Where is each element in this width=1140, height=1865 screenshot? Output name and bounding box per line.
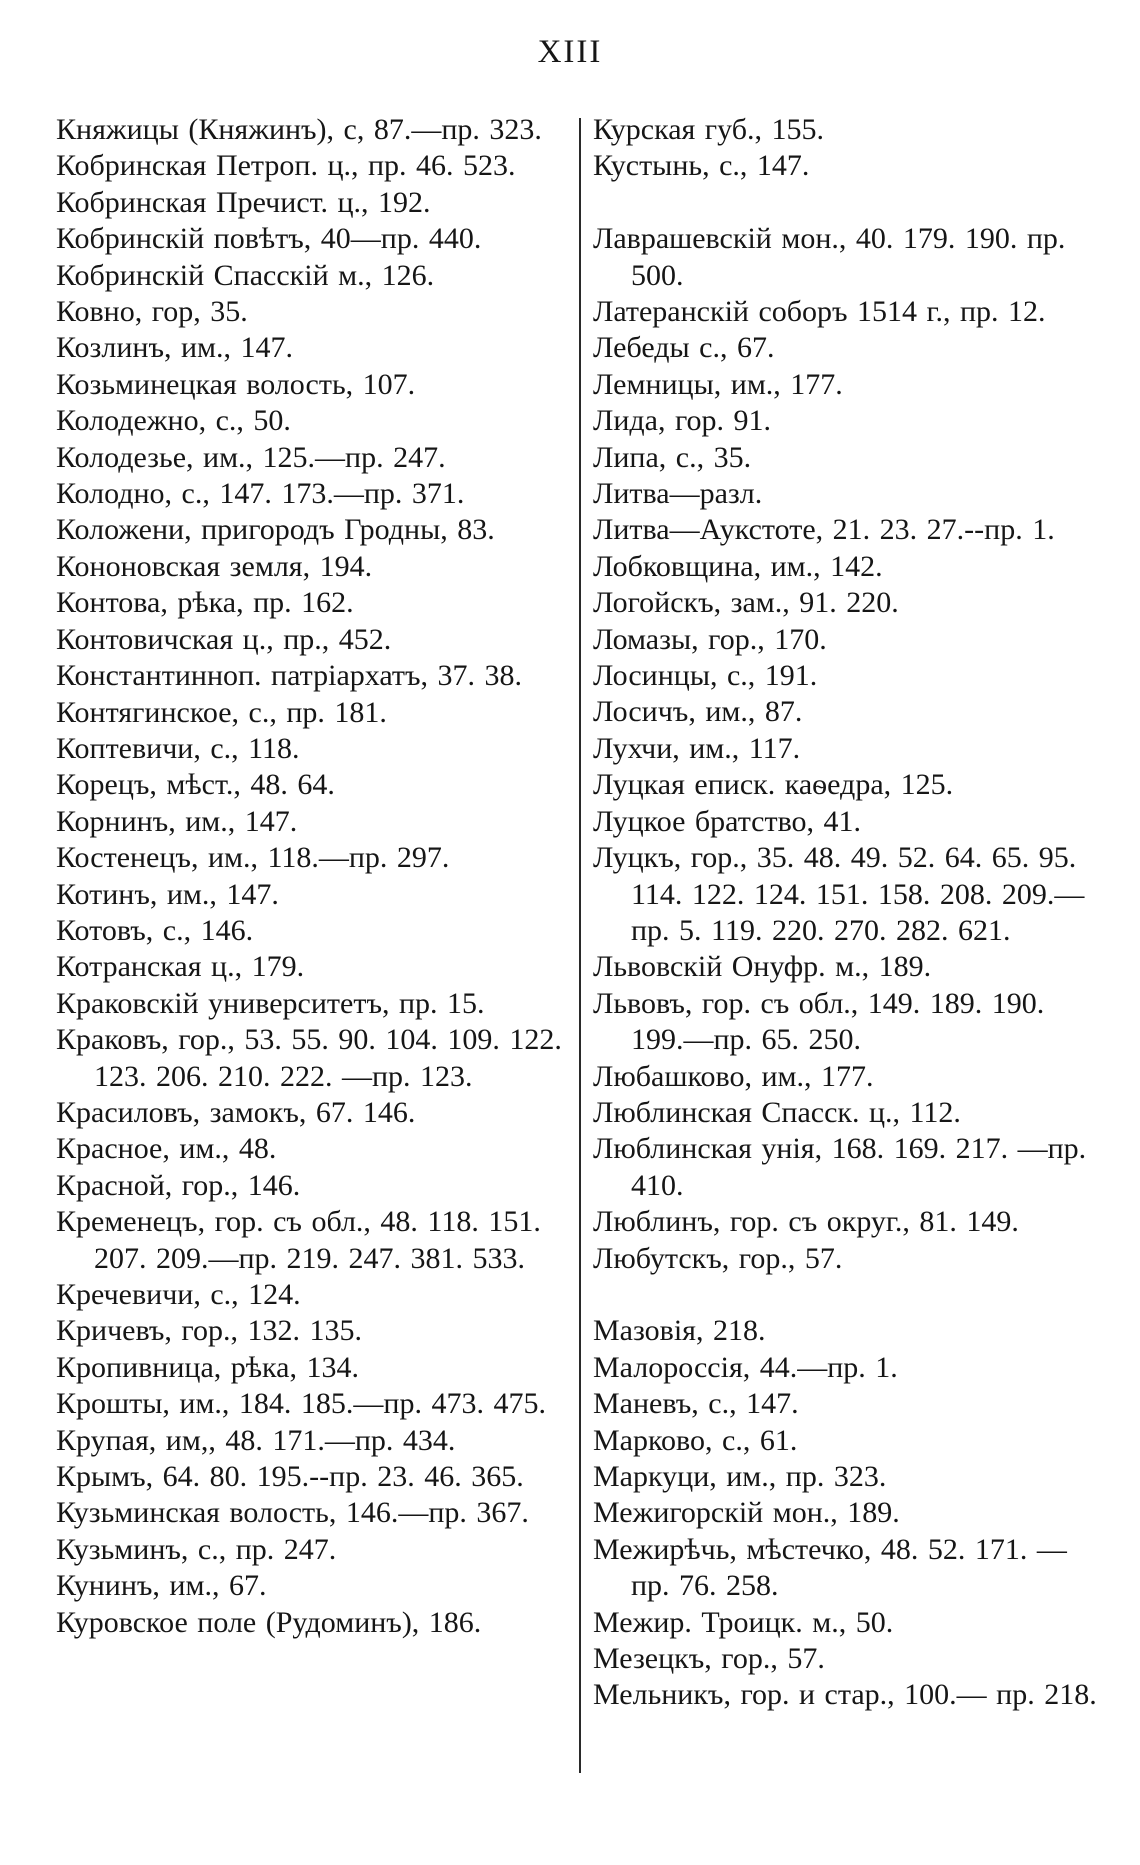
index-entry: Лухчи, им., 117. [593, 731, 801, 765]
index-entry: Княжицы (Княжинъ), с, 87.—пр. 323. [56, 113, 542, 146]
index-column-left [56, 112, 566, 1641]
index-entry: Любашково, им., 177. [593, 1059, 874, 1093]
index-entry: Луцкъ, гор., 35. 48. 49. 52. 64. 65. 95. 114. 122. 124. 151. 158. 208. 209.—пр. 5. 119. 220. 270. 282. 621. [593, 841, 1085, 947]
index-entry: Козьминецкая волость, 107. [56, 367, 416, 401]
index-entry: Корецъ, мѣст., 48. 64. [56, 768, 335, 802]
index-column-right [593, 112, 1105, 1714]
index-entry: Крошты, им., 184. 185.—пр. 473. 475. [56, 1387, 546, 1421]
index-entry: Кустынь, с., 147. [593, 149, 810, 183]
index-entry: Кобринскій Спасскій м., 126. [56, 258, 435, 292]
index-entry: Красное, им., 48. [56, 1132, 277, 1166]
index-entry: Логойскъ, зам., 91. 220. [593, 586, 899, 620]
index-entry: Колодно, с., 147. 173.—пр. 371. [56, 477, 465, 511]
index-entry: Львовскій Онуфр. м., 189. [593, 950, 932, 984]
index-entry: Кобринскій повѣтъ, 40—пр. 440. [56, 222, 482, 256]
index-entry: Малороссія, 44.—пр. 1. [593, 1350, 898, 1384]
index-entry: Литва—разл. [593, 477, 763, 511]
index-entry: Кузьминская волость, 146.—пр. 367. [56, 1496, 529, 1530]
index-entry: Краковскій университетъ, пр. 15. [56, 986, 485, 1020]
index-entry: Межир. Троицк. м., 50. [593, 1605, 894, 1639]
index-entry: Колодежно, с., 50. [56, 404, 291, 438]
index-entry: Люблинская Спасск. ц., 112. [593, 1095, 961, 1129]
index-entry: Константинноп. патріархатъ, 37. 38. [56, 659, 523, 693]
index-entry: Колодезье, им., 125.—пр. 247. [56, 440, 446, 474]
section-spacer [593, 185, 1105, 221]
index-entry: Костенецъ, им., 118.—пр. 297. [56, 841, 450, 875]
index-entry: Кобринская Пречист. ц., 192. [56, 185, 431, 219]
index-entry: Лида, гор. 91. [593, 404, 772, 438]
index-entry: Крупая, им,, 48. 171.—пр. 434. [56, 1423, 456, 1457]
index-entry: Лобковщина, им., 142. [593, 549, 883, 583]
index-entry: Кременецъ, гор. съ обл., 48. 118. 151. 207. 209.—пр. 219. 247. 381. 533. [56, 1205, 541, 1275]
page-number: XIII [537, 34, 603, 70]
index-entry: Кононовская земля, 194. [56, 549, 373, 583]
index-entry: Кречевичи, с., 124. [56, 1278, 301, 1311]
index-entry: Луцкая еписк. каѳедра, 125. [593, 768, 954, 802]
index-entry: Контова, рѣка, пр. 162. [56, 586, 354, 620]
index-entry: Кропивница, рѣка, 134. [56, 1350, 359, 1384]
index-entry: Марково, с., 61. [593, 1423, 798, 1457]
index-entry: Мезецкъ, гор., 57. [593, 1642, 825, 1676]
index-entry: Львовъ, гор. съ обл., 149. 189. 190. 199.—пр. 65. 250. [593, 986, 1045, 1057]
index-entry: Липа, с., 35. [593, 440, 752, 474]
index-entry: Мельникъ, гор. и стар., 100.— пр. 218. [593, 1678, 1097, 1712]
index-entry: Маркуци, им., пр. 323. [593, 1460, 887, 1493]
index-entry: Кричевъ, гор., 132. 135. [56, 1314, 362, 1348]
index-entry: Лосичъ, им., 87. [593, 695, 803, 729]
index-entry: Лебеды с., 67. [593, 331, 775, 365]
index-entry: Крымъ, 64. 80. 195.--пр. 23. 46. 365. [56, 1460, 524, 1494]
index-entry: Контовичская ц., пр., 452. [56, 622, 392, 656]
index-entry: Межирѣчь, мѣстечко, 48. 52. 171. —пр. 76. 258. [593, 1532, 1067, 1603]
section-spacer [593, 1277, 1105, 1313]
index-entry: Лемницы, им., 177. [593, 367, 843, 401]
index-entry: Коптевичи, с., 118. [56, 731, 300, 765]
index-entry: Любутскъ, гор., 57. [593, 1241, 843, 1275]
index-entry: Лаврашевскій мон., 40. 179. 190. пр. 500. [593, 222, 1066, 292]
index-entry: Кунинъ, им., 67. [56, 1569, 267, 1603]
index-entry: Мазовія, 218. [593, 1314, 766, 1348]
index-entry: Коложени, пригородъ Гродны, 83. [56, 513, 495, 547]
index-entry: Кузьминъ, с., пр. 247. [56, 1532, 337, 1566]
index-entry: Маневъ, с., 147. [593, 1387, 799, 1421]
index-entry: Кобринская Петроп. ц., пр. 46. 523. [56, 149, 516, 183]
index-entry: Ковно, гор, 35. [56, 295, 248, 329]
index-entry: Котранская ц., 179. [56, 950, 305, 984]
index-entry: Краковъ, гор., 53. 55. 90. 104. 109. 122. 123. 206. 210. 222. —пр. 123. [56, 1023, 562, 1093]
index-entry: Латеранскій соборъ 1514 г., пр. 12. [593, 295, 1046, 329]
index-entry: Люблинская унія, 168. 169. 217. —пр. 410. [593, 1132, 1087, 1202]
index-entry: Контягинское, с., пр. 181. [56, 695, 387, 729]
index-entry: Котовъ, с., 146. [56, 913, 254, 947]
index-entry: Козлинъ, им., 147. [56, 331, 293, 365]
index-entry: Красной, гор., 146. [56, 1168, 301, 1202]
index-entry: Межигорскій мон., 189. [593, 1496, 900, 1530]
index-entry: Красиловъ, замокъ, 67. 146. [56, 1095, 416, 1129]
index-entry: Лосинцы, с., 191. [593, 659, 818, 693]
column-divider [579, 118, 581, 1773]
index-entry: Луцкое братство, 41. [593, 804, 862, 838]
index-entry: Ломазы, гор., 170. [593, 622, 827, 656]
index-entry: Литва—Аукстоте, 21. 23. 27.--пр. 1. [593, 513, 1055, 547]
index-entry: Котинъ, им., 147. [56, 877, 279, 911]
index-entry: Корнинъ, им., 147. [56, 804, 298, 838]
index-entry: Курская губ., 155. [593, 113, 824, 146]
index-entry: Люблинъ, гор. съ округ., 81. 149. [593, 1205, 1019, 1239]
index-entry: Куровское поле (Рудоминъ), 186. [56, 1605, 482, 1639]
